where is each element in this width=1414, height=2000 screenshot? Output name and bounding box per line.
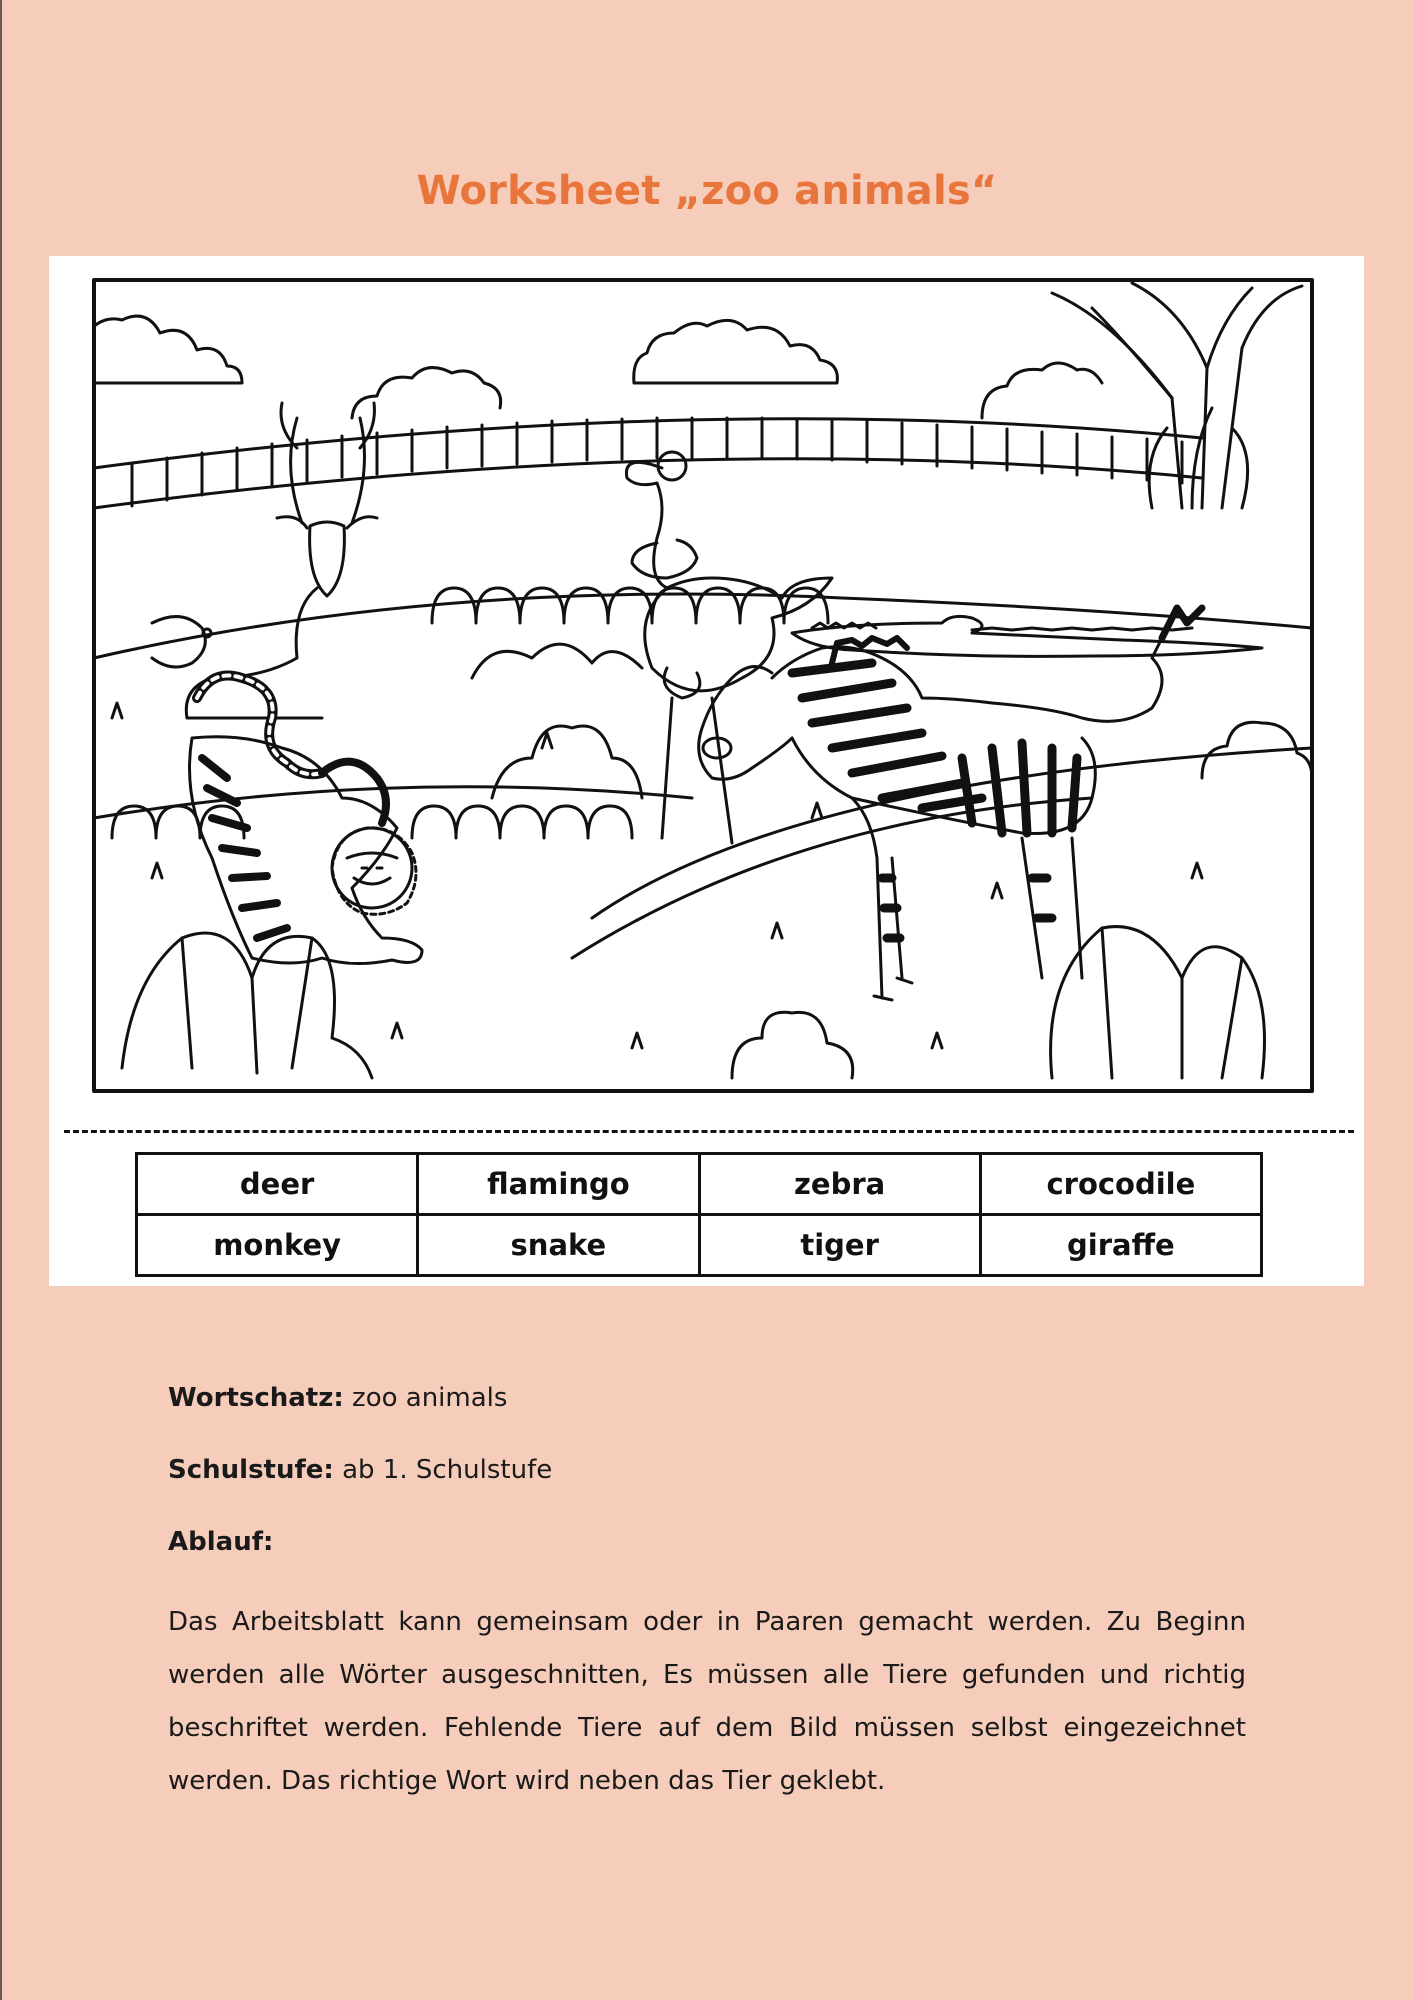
word-row: [137, 1215, 1262, 1276]
bush-icon: [472, 644, 642, 798]
page-edge: [0, 0, 2, 2000]
process-description: Das Arbeitsblatt kann gemeinsam oder in Paaren gemacht werden. Zu Beginn werden alle Wörter ausgeschnitten, Es müssen alle Tiere gefunden und richtig beschriftet werden. Fehlende Tiere auf dem Bild müssen selbst eingezeichnet werden. Das richtige Wort wird neben das Tier geklebt.: [168, 1607, 1246, 1796]
word-card[interactable]: giraffe: [980, 1215, 1261, 1276]
bush-icon: [1051, 927, 1265, 1078]
word-card[interactable]: crocodile: [980, 1154, 1261, 1215]
bush-icon: [122, 933, 372, 1078]
vocabulary-value: zoo animals: [352, 1383, 508, 1413]
word-row: [137, 1154, 1262, 1215]
hedge-row: [112, 806, 632, 838]
process-heading-line: [168, 1514, 1246, 1586]
word-card[interactable]: flamingo: [418, 1154, 699, 1215]
word-card[interactable]: zebra: [699, 1154, 980, 1215]
zoo-scene-illustration: [92, 278, 1314, 1093]
bush-icon: [732, 1012, 853, 1078]
cloud-icon: [982, 363, 1102, 418]
word-card[interactable]: monkey: [137, 1215, 418, 1276]
school-level-line: [168, 1442, 1246, 1514]
school-level-label: Schulstufe:: [168, 1455, 334, 1485]
word-card[interactable]: tiger: [699, 1215, 980, 1276]
page-title: Worksheet „zoo animals“: [416, 168, 998, 214]
vocabulary-label: Wortschatz:: [168, 1383, 344, 1413]
vocabulary-line: [168, 1370, 1246, 1442]
path-line: [572, 798, 1092, 958]
cloud-icon: [634, 320, 838, 383]
word-card[interactable]: deer: [137, 1154, 418, 1215]
process-label: Ablauf:: [168, 1527, 274, 1557]
school-level-value: ab 1. Schulstufe: [342, 1455, 553, 1485]
scene-frame: [94, 280, 1312, 1091]
hill-line: [94, 787, 692, 818]
flamingo-icon: [626, 452, 832, 843]
word-card[interactable]: snake: [418, 1215, 699, 1276]
word-cutout-table: [135, 1152, 1263, 1277]
cloud-icon: [94, 316, 242, 383]
cut-line-dashed: [64, 1130, 1354, 1133]
zebra-icon: [699, 608, 1202, 1000]
info-section: [168, 1370, 1246, 1808]
worksheet-panel: [49, 256, 1364, 1286]
hill-line: [592, 748, 1312, 918]
hill-line: [94, 594, 1312, 658]
